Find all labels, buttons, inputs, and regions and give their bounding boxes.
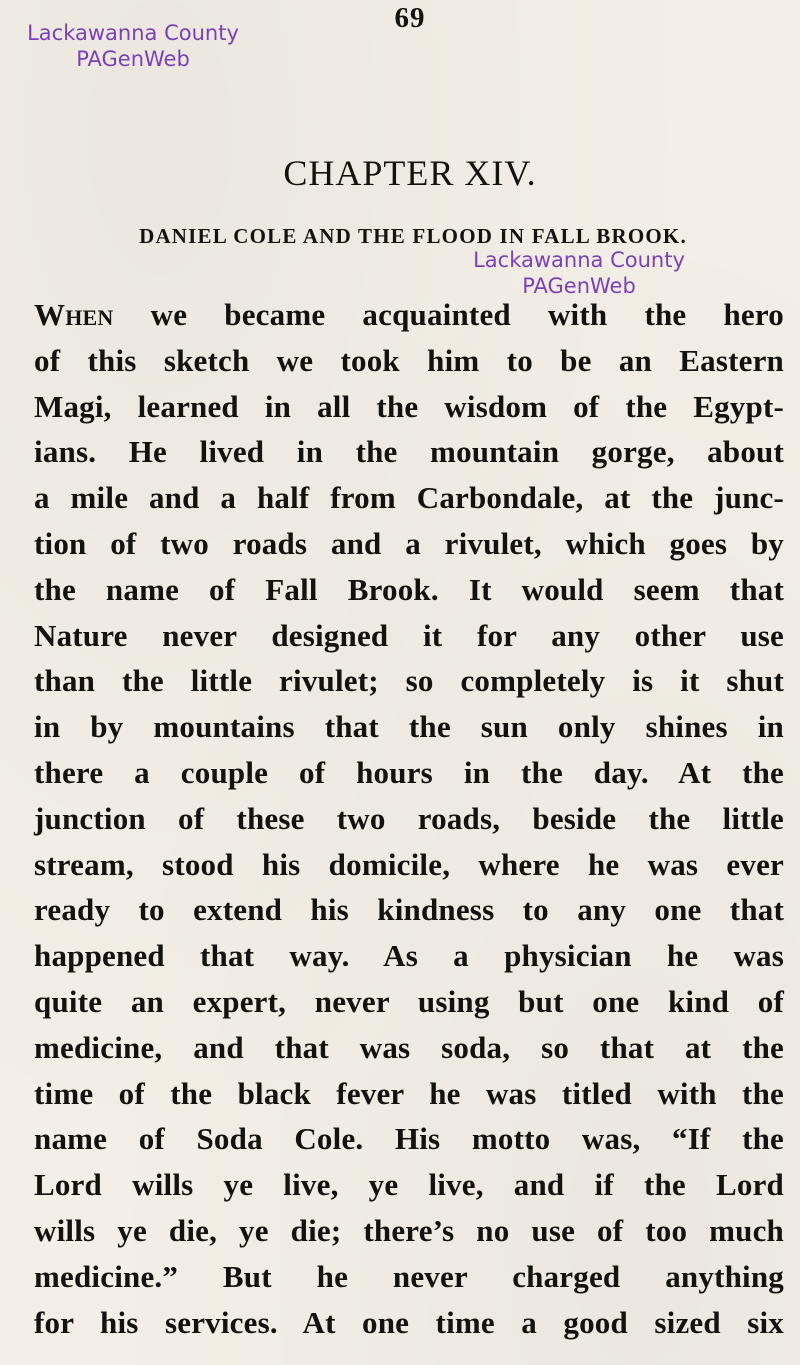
text-line: ians. He lived in the mountain gorge, about (34, 434, 784, 470)
text-line: medicine, and that was soda, so that at the (34, 1029, 784, 1065)
text-line: Lord wills ye live, ye live, and if the Lord (34, 1167, 784, 1203)
text-line: than the little rivulet; so completely is it shut (34, 663, 784, 699)
text-line (34, 292, 784, 338)
text-line: quite an expert, never using but one kind of (34, 983, 784, 1019)
text-line: junction of these two roads, beside the little (34, 800, 784, 836)
text-line: there a couple of hours in the day. At the (34, 754, 784, 790)
text-line: for his services. At one time a good sized six (34, 1304, 784, 1340)
text-line: happened that way. As a physician he was (34, 938, 784, 974)
watermark-top (4, 20, 262, 72)
page-number: 69 (394, 2, 426, 34)
text-line: wills ye die, ye die; there’s no use of too much (34, 1212, 784, 1248)
text-line: of this sketch we took him to be an Eastern (34, 342, 784, 378)
text-line: ready to extend his kindness to any one that (34, 892, 784, 928)
text-line: a mile and a half from Carbondale, at the junc- (34, 480, 784, 516)
text-line: time of the black fever he was titled with the (34, 1075, 784, 1111)
text-line: name of Soda Cole. His motto was, “If the (34, 1121, 784, 1157)
text-line: the name of Fall Brook. It would seem that (34, 571, 784, 607)
watermark-line: Lackawanna County (27, 21, 239, 45)
first-word: When (34, 297, 114, 332)
text-line: in by mountains that the sun only shines in (34, 709, 784, 745)
section-title: DANIEL COLE AND THE FLOOD IN FALL BROOK. (139, 224, 687, 248)
text-line: tion of two roads and a rivulet, which goes by (34, 525, 784, 561)
watermark-line: Lackawanna County (473, 248, 685, 272)
watermark-line: PAGenWeb (522, 274, 636, 298)
watermark-line: PAGenWeb (76, 47, 190, 71)
text-line-rest: we became acquainted with the hero (113, 297, 784, 332)
body-text (34, 292, 784, 1345)
text-line: medicine.” But he never charged anything (34, 1258, 784, 1294)
chapter-title: CHAPTER XIV. (283, 153, 537, 194)
text-line: Magi, learned in all the wisdom of the Egypt- (34, 388, 784, 424)
text-line: Nature never designed it for any other use (34, 617, 784, 653)
text-line: stream, stood his domicile, where he was ever (34, 846, 784, 882)
